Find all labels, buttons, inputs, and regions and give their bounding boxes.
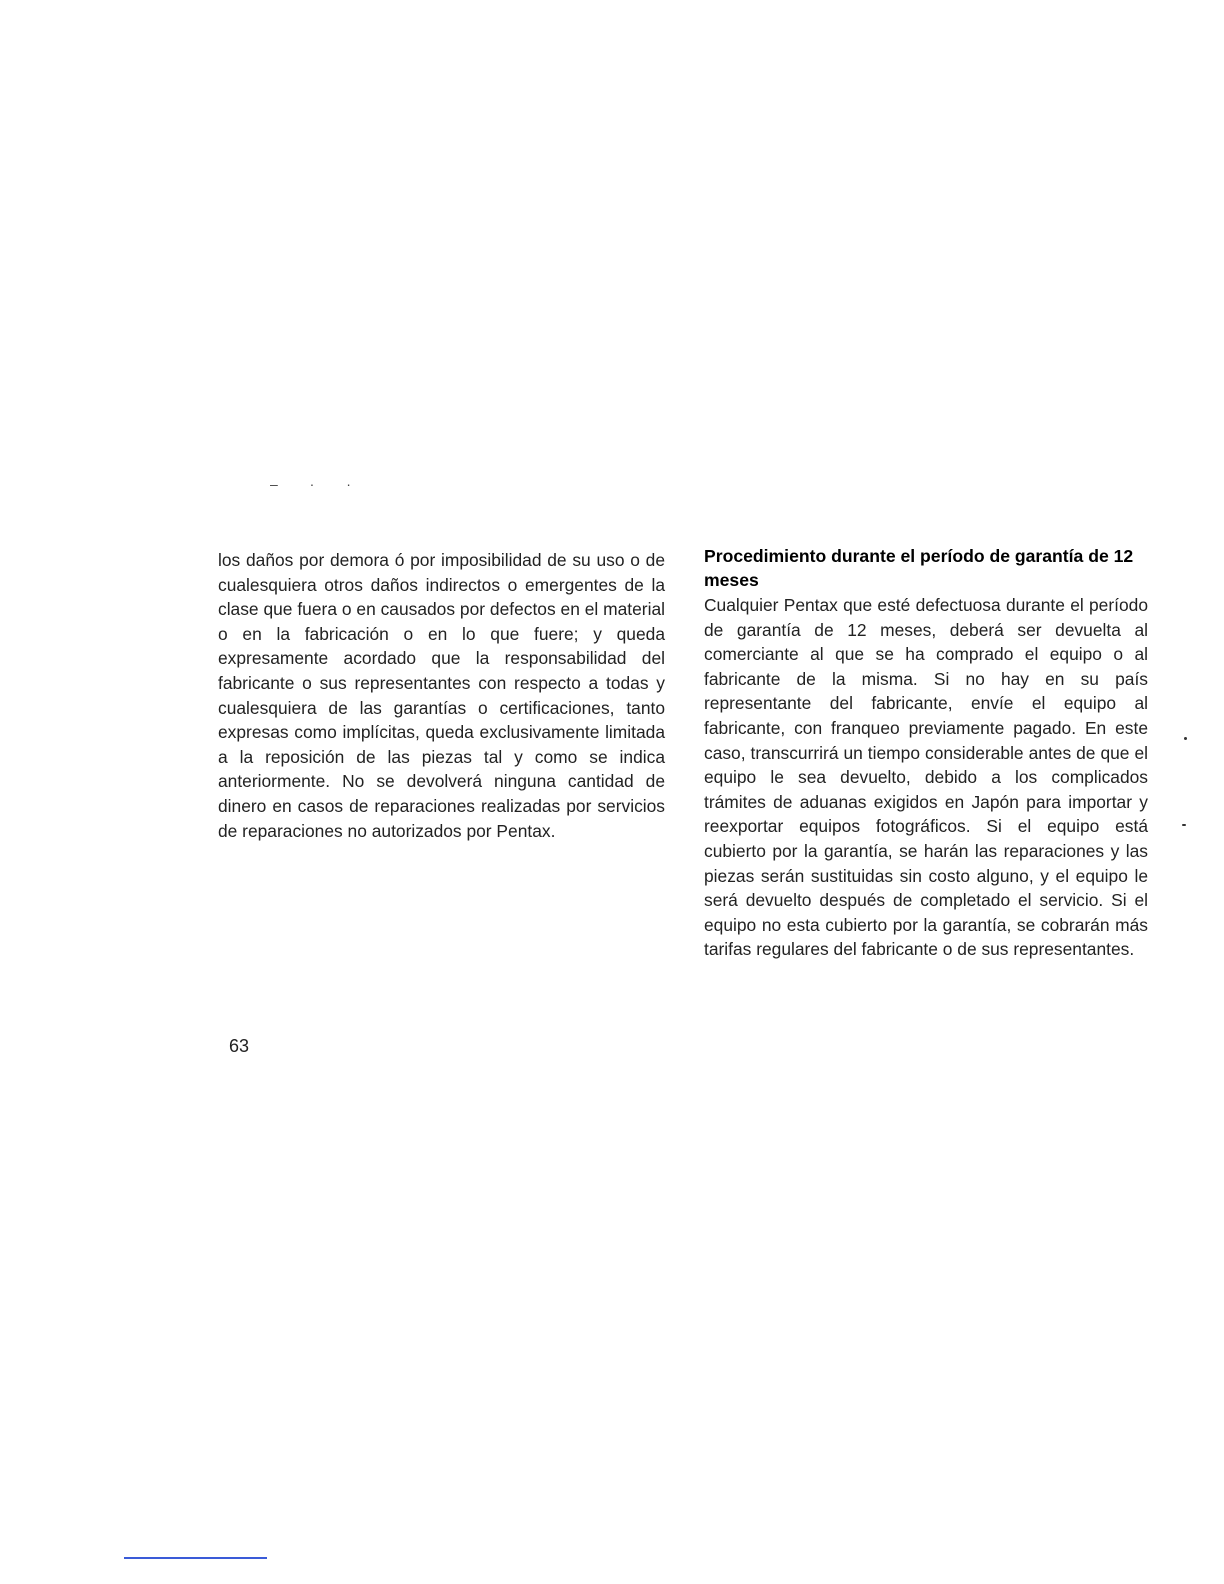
left-column <box>218 548 665 843</box>
page-number: 63 <box>229 1036 250 1056</box>
right-column <box>704 544 1148 962</box>
left-column-paragraph: los daños por demora ó por imposibilidad de su uso o de cualesquiera otros daños indirectos o emergentes de la clase que fuera o en causados por defectos en el material o en la fabricación o en lo que fuere; y queda expresamente acordado que la responsabilidad del fabricante o sus representantes con respecto a todas y cualesquiera de las garantías o certificaciones, tanto expresas como implícitas, queda exclusivamente limitada a la reposición de las piezas tal y como se indica anteriormente. No se devolverá ninguna cantidad de dinero en casos de reparaciones realizadas por servicios de reparaciones no autorizados por Pentax. <box>218 550 665 841</box>
section-heading: Procedimiento durante el período de garantía de 12 meses <box>704 546 1134 590</box>
right-column-paragraph: Cualquier Pentax que esté defectuosa durante el período de garantía de 12 meses, deberá ser devuelta al comerciante al que se ha comprado el equipo o al fabricante de la misma. Si no hay en su país representante del fabricante, envíe el equipo al fabricante, con franqueo previamente pagado. En este caso, transcurrirá un tiempo considerable antes de que el equipo le sea devuelto, debido a los complicados trámites de aduanas exigidos en Japón para importar y reexportar equipos fotográficos. Si el equipo está cubierto por la garantía, se harán las reparaciones y las piezas serán sustituidas sin costo alguno, y el equipo le será devuelto después de completado el servicio. Si el equipo no esta cubierto por la garantía, se cobrarán más tarifas regulares del fabricante o de sus representantes. <box>704 595 1148 960</box>
bottom-rule <box>124 1557 267 1559</box>
margin-dot <box>1182 824 1186 826</box>
margin-dot <box>1184 737 1187 740</box>
stray-marks: – · · <box>270 476 365 492</box>
